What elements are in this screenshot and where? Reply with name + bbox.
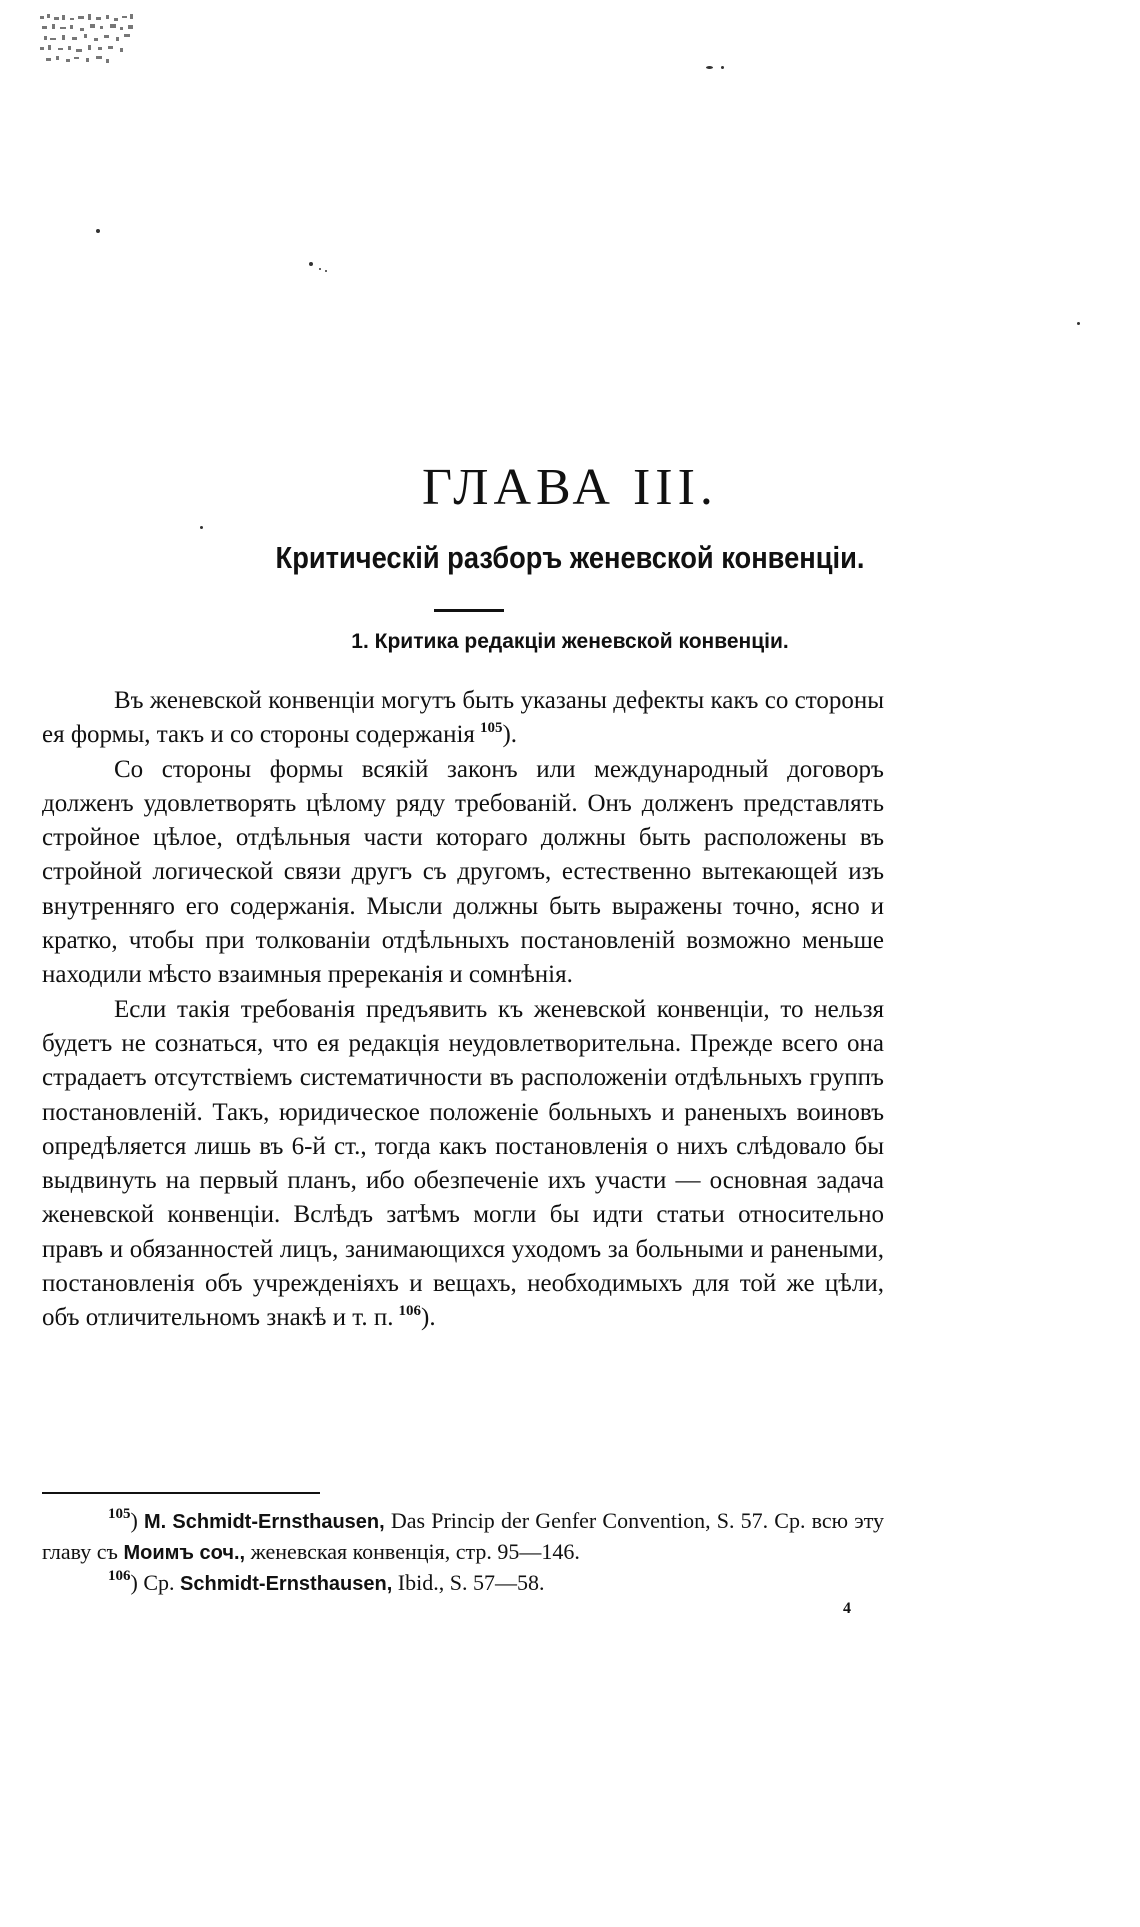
footnote-paren: )	[130, 1508, 138, 1533]
footnote-ref-work: Моимъ соч.,	[123, 1542, 246, 1564]
scan-speck	[200, 526, 203, 529]
paragraph-text: Со стороны формы всякій законъ или международный договоръ долженъ удовлетворять цѣлому ряду требованій. Онъ долженъ представлять стройное цѣлое, отдѣльныя части котораго должны быть расположены въ стройной логической связи другъ съ другомъ, естественно вытекающей изъ внутренняго его содержанія. Мысли должны быть выражены точно, ясно и кратко, чтобы при толкованіи отдѣльныхъ постановленій возможно меньше находили мѣсто взаимныя пререканія и сомнѣнія.	[42, 755, 884, 989]
paragraph	[42, 684, 884, 753]
scan-speck	[1077, 322, 1080, 325]
paragraph-tail: ).	[502, 721, 518, 749]
footnote-author: M. Schmidt-Ernsthausen,	[144, 1511, 385, 1533]
chapter-subtitle: Критическій разборъ женевской конвенціи.	[275, 540, 865, 575]
scan-speck	[721, 66, 724, 69]
scan-speck	[96, 229, 100, 233]
footnote-divider	[42, 1492, 320, 1494]
scan-speck	[309, 262, 313, 266]
footnote-text-tail: Ibid., S. 57—58.	[392, 1570, 545, 1595]
footnote	[42, 1568, 884, 1599]
footnote-author: Schmidt-Ernsthausen,	[180, 1573, 393, 1595]
scan-speck	[319, 268, 321, 270]
paragraph-tail: ).	[421, 1304, 436, 1332]
footnote-number: 105	[108, 1506, 131, 1522]
title-divider	[434, 609, 504, 612]
footnote	[42, 1506, 884, 1568]
paragraph-text: Если такія требованія предъявить къ женевской конвенціи, то нельзя будетъ не сознаться, что ея редакція неудовлетворительна. Прежде всего она страдаетъ отсутствіемъ систематичности въ расположеніи отдѣльныхъ группъ постановленій. Такъ, юридическое положеніе больныхъ и раненыхъ воиновъ опредѣляется лишь въ 6-й ст., тогда какъ постановленія о нихъ слѣдовало бы выдвинуть на первый планъ, ибо обезпеченіе ихъ участи — основная задача женевской конвенціи. Вслѣдъ затѣмъ могли бы идти статьи относительно правъ и обязанностей лицъ, занимающихся уходомъ за больными и ранеными, постановленія объ учрежденіяхъ и вещахъ, необходимыхъ для той же цѣли, объ отличительномъ знакѣ и т. п.	[42, 995, 884, 1332]
footnote-paren: )	[130, 1570, 138, 1595]
scan-speck	[325, 270, 327, 272]
signature-mark: 4	[843, 1600, 851, 1617]
body-text	[42, 684, 884, 1336]
library-stamp-mark	[40, 14, 140, 66]
scan-speck	[706, 66, 713, 69]
paragraph-text: Въ женевской конвенціи могутъ быть указаны дефекты какъ со стороны ея формы, такъ и со стороны содержанія	[42, 687, 884, 749]
chapter-title: ГЛАВА III.	[422, 459, 718, 516]
footnote-text-tail: женевская конвенція, стр. 95—146.	[245, 1539, 580, 1564]
footnote-text: Das Princip der Genfer Convention, S. 57. Ср. всю эту главу съ	[42, 1508, 885, 1564]
footnote-number: 106	[108, 1568, 131, 1584]
paragraph	[42, 753, 884, 993]
footnote-ref[interactable]: 106	[398, 1303, 421, 1320]
footnote-text: Ср.	[137, 1570, 181, 1595]
footnotes	[42, 1506, 884, 1599]
paragraph	[42, 993, 884, 1336]
footnote-ref[interactable]: 105	[479, 720, 503, 737]
section-heading: 1. Критика редакціи женевской конвенціи.	[351, 630, 789, 653]
